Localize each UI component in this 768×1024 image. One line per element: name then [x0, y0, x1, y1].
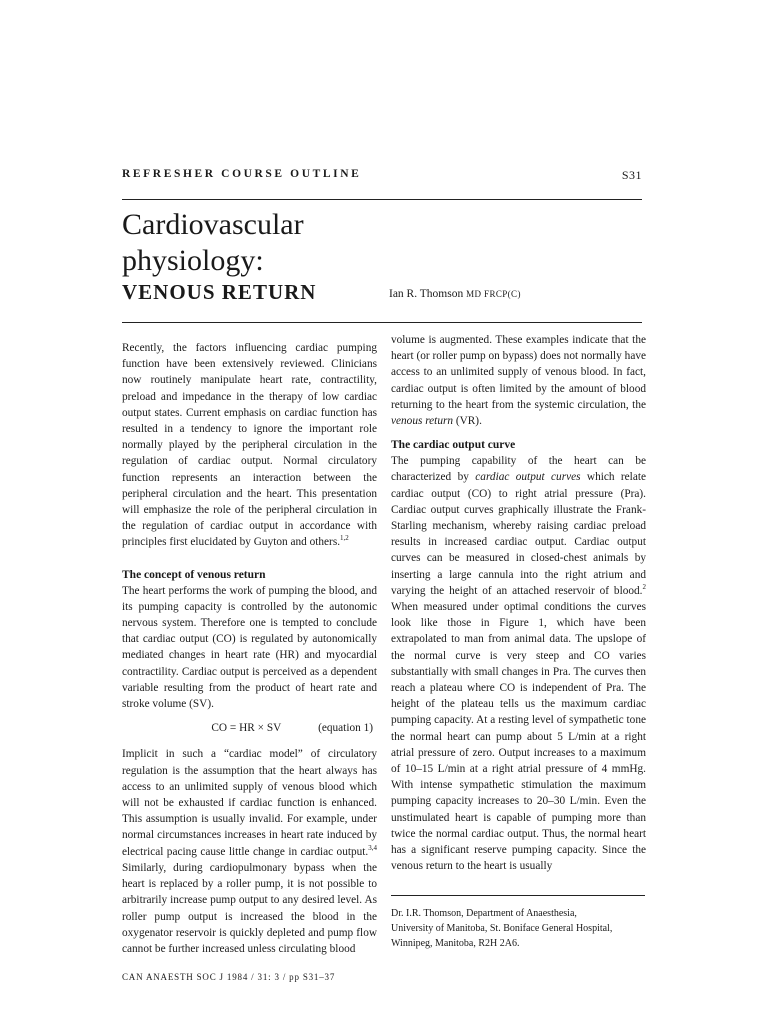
- left-column: [122, 340, 377, 957]
- page-number: S31: [621, 168, 642, 182]
- running-head: [122, 168, 642, 186]
- right-column: [391, 332, 646, 875]
- reference-marker: 3,4: [368, 843, 377, 852]
- running-head-title: REFRESHER COURSE OUTLINE: [122, 168, 362, 180]
- author-byline: [389, 288, 521, 300]
- body-paragraph: The pumping capability of the heart can be characterized by cardiac output curves which relate cardiac output (CO) to right atrial pressure (Pra). Cardiac output curves graphically illustrate the Frank-Starling mechanism, whereby raising cardiac preload results in increased cardiac output. Cardiac output curves can be measured in closed-chest animals by inserting a large cannula into the right atrium and varying the height of an attached reservoir of blood.$^2$ When measured under optimal conditions the curves look like those in Figure 1, which have been extrapolated to man from animal data. The upslope of the normal curve is very steep and CO varies substantially with small changes in Pra. The curves then reach a plateau where CO is independent of Pra. The height of the plateau tells us the maximum cardiac pumping capacity. At a resting level of sympathetic tone the normal heart can pump about 5 L/min at a right atrial pressure of zero. Output increases to a maximum of 10–15 L/min at a right atrial pressure of 4 mmHg. With intense sympathetic stimulation the maximum pumping capacity increases to 20–30 L/min. Even the unstimulated heart is capable of pumping more than twice the normal cardiac output. Thus, the normal heart has a significant reserve pumping capacity. Since the venous return to the heart is usually: [391, 455, 646, 873]
- intro-paragraph: Recently, the factors influencing cardiac pumping function have been extensively reviewed. Clinicians now routinely manipulate heart rate, contractility, preload and impedance in the therapy of low cardiac output states. Current emphasis on cardiac function has resulted in a tendency to ignore the important role normally played by the peripheral circulation in the regulation of cardiac output. Normal circulatory function represents an interaction between the peripheral circulation and the heart. This presentation will emphasize the role of the peripheral circulation in the regulation of cardiac output in accordance with principles first elucidated by Guyton and others.$^{1,2}$: [122, 342, 377, 549]
- equation-1: [122, 720, 377, 736]
- equation-text: CO = HR × SV: [211, 722, 282, 735]
- section-heading-cardiac-output-curve: The cardiac output curve: [391, 439, 516, 452]
- reference-marker: 1,2: [340, 534, 349, 543]
- section-heading-venous-return: The concept of venous return: [122, 568, 266, 581]
- body-paragraph: volume is augmented. These examples indicate that the heart (or roller pump on bypass) does not normally have access to an unlimited supply of venous blood. In fact, cardiac output is often limited by the amount of blood returning to the heart from the systemic circulation, the venous return (VR).: [391, 334, 646, 428]
- reference-marker: 2: [642, 583, 646, 592]
- journal-citation: CAN ANAESTH SOC J 1984 / 31: 3 / pp S31–37: [122, 972, 336, 982]
- body-paragraph: Implicit in such a “cardiac model” of circulatory regulation is the assumption that the heart always has access to an unlimited supply of venous blood which will not be exhausted if cardiac function is enhanced. This assumption is usually invalid. For example, under normal circumstances increases in heart rate induced by electrical pacing cause little change in cardiac output.$^{3,4}$ Similarly, during cardiopulmonary bypass when the heart is replaced by a roller pump, it is not possible to arbitrarily increase pump output to any desired level. As roller pump output is increased the blood in the oxygenator reservoir is quickly depleted and pump flow cannot be further increased unless circulating blood: [122, 748, 377, 955]
- author-name: Ian R. Thomson: [389, 288, 464, 300]
- article-title-line1: Cardiovascular: [122, 208, 304, 241]
- article-subtitle: VENOUS RETURN: [122, 280, 317, 304]
- body-paragraph: The heart performs the work of pumping the blood, and its pumping capacity is controlled by the autonomic nervous system. Therefore one is tempted to conclude that cardiac output (CO) is regulated by autonomically mediated changes in heart rate (HR) and myocardial contractility. Cardiac output is perceived as a dependent variable resulting from the product of heart rate and stroke volume (SV).: [122, 584, 377, 711]
- article-title-line2: physiology:: [122, 244, 264, 277]
- author-affiliation-footnote: Dr. I.R. Thomson, Department of Anaesthesia, University of Manitoba, St. Boniface General Hospital, Winnipeg, Manitoba, R2H 2A6.: [391, 908, 613, 949]
- footnote-rule: [391, 895, 645, 896]
- top-rule: [122, 199, 642, 200]
- equation-label: (equation 1): [318, 722, 373, 735]
- author-credentials: MD FRCP(C): [466, 289, 521, 299]
- header-bottom-rule: [122, 322, 642, 323]
